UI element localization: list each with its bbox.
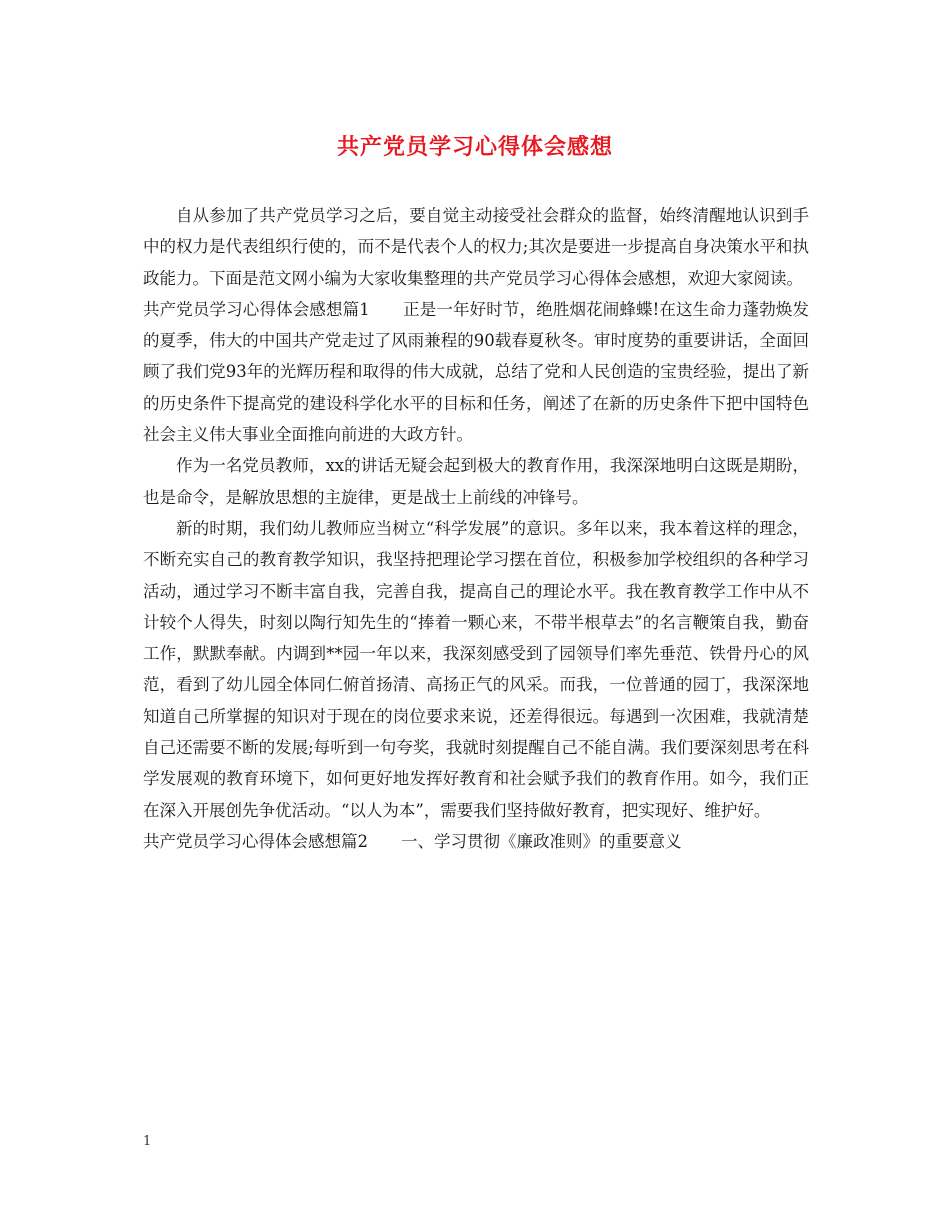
- new-era-paragraph: 新的时期，我们幼儿教师应当树立“科学发展”的意识。多年以来，我本着这样的理念，不断充实自己的教育教学知识，我坚持把理论学习摆在首位，积极参加学校组织的各种学习活动，通过学习不断丰富自我，完善自我，提高自己的理论水平。我在教育教学工作中从不计较个人得失，时刻以陶行知先生的“捧着一颗心来，不带半根草去”的名言鞭策自我，勤奋工作，默默奉献。内调到**园一年以来，我深刻感受到了园领导们率先垂范、铁骨丹心的风范，看到了幼儿园全体同仁俯首扬清、高扬正气的风采。而我，一位普通的园丁，我深深地知道自己所掌握的知识对于现在的岗位要求来说，还差得很远。每遇到一次困难，我就清楚自己还需要不断的发展;每听到一句夸奖，我就时刻提醒自己不能自满。我们要深刻思考在科学发展观的教育环境下，如何更好地发挥好教育和社会赋予我们的教育作用。如今，我们正在深入开展创先争优活动。“以人为本”，需要我们坚持做好教育，把实现好、维护好。: [143, 518, 809, 820]
- section-1-paragraph: 共产党员学习心得体会感想篇1 正是一年好时节，绝胜烟花闹蜂蝶!在这生命力蓬勃焕发的夏季，伟大的中国共产党走过了风雨兼程的90载春夏秋冬。审时度势的重要讲话，全面回顾了我们党93年的光辉历程和取得的伟大成就，总结了党和人民创造的宝贵经验，提出了新的历史条件下提高党的建设科学化水平的目标和任务，阐述了在新的历史条件下把中国特色社会主义伟大事业全面推向前进的大政方针。: [143, 299, 809, 445]
- document-body: [143, 200, 809, 857]
- teacher-paragraph: 作为一名党员教师，xx的讲话无疑会起到极大的教育作用，我深深地明白这既是期盼，也是命令，是解放思想的主旋律，更是战士上前线的冲锋号。: [143, 456, 809, 507]
- page-number: 1: [143, 1134, 152, 1149]
- section-2-heading: 共产党员学习心得体会感想篇2 一、学习贯彻《廉政准则》的重要意义: [143, 831, 682, 851]
- document-title: 共产党员学习心得体会感想: [336, 134, 613, 160]
- intro-paragraph: 自从参加了共产党员学习之后，要自觉主动接受社会群众的监督，始终清醒地认识到手中的权力是代表组织行使的，而不是代表个人的权力;其次是要进一步提高自身决策水平和执政能力。下面是范文网小编为大家收集整理的共产党员学习心得体会感想，欢迎大家阅读。: [143, 206, 809, 288]
